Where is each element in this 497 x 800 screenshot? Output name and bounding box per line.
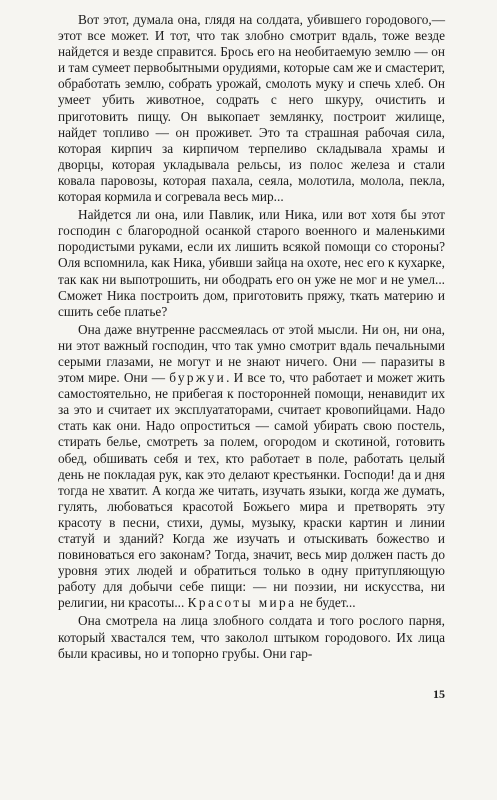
spaced-word-burzhui: буржуи bbox=[169, 370, 227, 386]
paragraph-3-text-start: Она даже внутренне рассмеялась от этой мысли. Ни он, ни она, ни этот важный господин, что так умно смотрит вдаль печальными серыми глазами, не могут и не знают ничего. Они — паразиты в этом мире. Они — bbox=[58, 321, 445, 386]
paragraph-4 bbox=[58, 613, 445, 661]
paragraph-4-text: Она смотрела на лица злобного солдата и того рослого парня, который хвастался тем, что заколол штыком городового. Их лица были красивы, но и топорно грубы. Они гар- bbox=[58, 613, 445, 661]
page-number: 15 bbox=[433, 687, 445, 701]
book-page bbox=[58, 12, 445, 772]
paragraph-1 bbox=[58, 12, 445, 205]
paragraph-2-text: Найдется ли она, или Павлик, или Ника, или вот хотя бы этот господин с благородной осанкой старого военного и маленькими породистыми руками, если их лишить всякой помощи со стороны? Оля вспомнила, как Ника, убивши зайца на охоте, нес его к кухарке, так как ни выпотрошить, ни ободрать его он уже не мог и не умел... Сможет Ника построить дом, приготовить пряжу, ткать материю и сшить себе платье? bbox=[58, 207, 445, 319]
paragraph-3-text-end: не будет... bbox=[296, 595, 356, 611]
paragraph-2 bbox=[58, 207, 445, 320]
spaced-phrase-krasoty-mira: Красоты мира bbox=[187, 595, 297, 611]
paragraph-1-text: Вот этот, думала она, глядя на солдата, убившего городового,— этот все может. И тот, что так злобно смотрит вдаль, тоже везде найдется и везде справится. Брось его на необитаемую землю — он и там сумеет первобытными орудиями, которые сам же и смастерит, обработать землю, собрать урожай, смолоть муку и спечь хлеб. Он умеет убить животное, содрать с него шкуру, очистить и приготовить пищу. Он выкопает землянку, построит жилище, найдет топливо — он проживет. Это та страшная рабочая сила, которая кирпич за кирпичом терпеливо складывала храмы и дворцы, которая укладывала рельсы, из полос железа и стали ковала паровозы, которая пахала, сеяла, молотила, молола, пекла, которая кормила и согревала весь мир... bbox=[58, 12, 446, 205]
page-text bbox=[58, 12, 445, 662]
paragraph-3-text-middle: . И все то, что работает и может жить самостоятельно, не прибегая к посторонней помощи, ненавидит их за это и считает их эксплуататорами, считает кровопийцами. Надо стать как они. Надо опроститься — самой убирать свою постель, стирать белье, смотреть за полем, огородом и скотиной, готовить обед, обшивать себя и тех, кто работает в поле, работать целый день не покладая рук, как это делают крестьянки. Господи! да и дня тогда не хватит. А когда же читать, изучать языки, когда же думать, гулять, любоваться красотой Божьего мира и претворять эту красоту в песни, стихи, думы, музыку, краски картин и линии статуй и зданий? Когда же изучать и отыскивать божество и повиноваться его законам? Тогда, значит, весь мир должен пасть до уровня этих людей и обратиться только в одну притупляющую работу для добычи себе пищи: — ни поэзии, ни искусства, ни религии, ни красоты... bbox=[58, 370, 445, 611]
paragraph-3 bbox=[58, 322, 445, 612]
